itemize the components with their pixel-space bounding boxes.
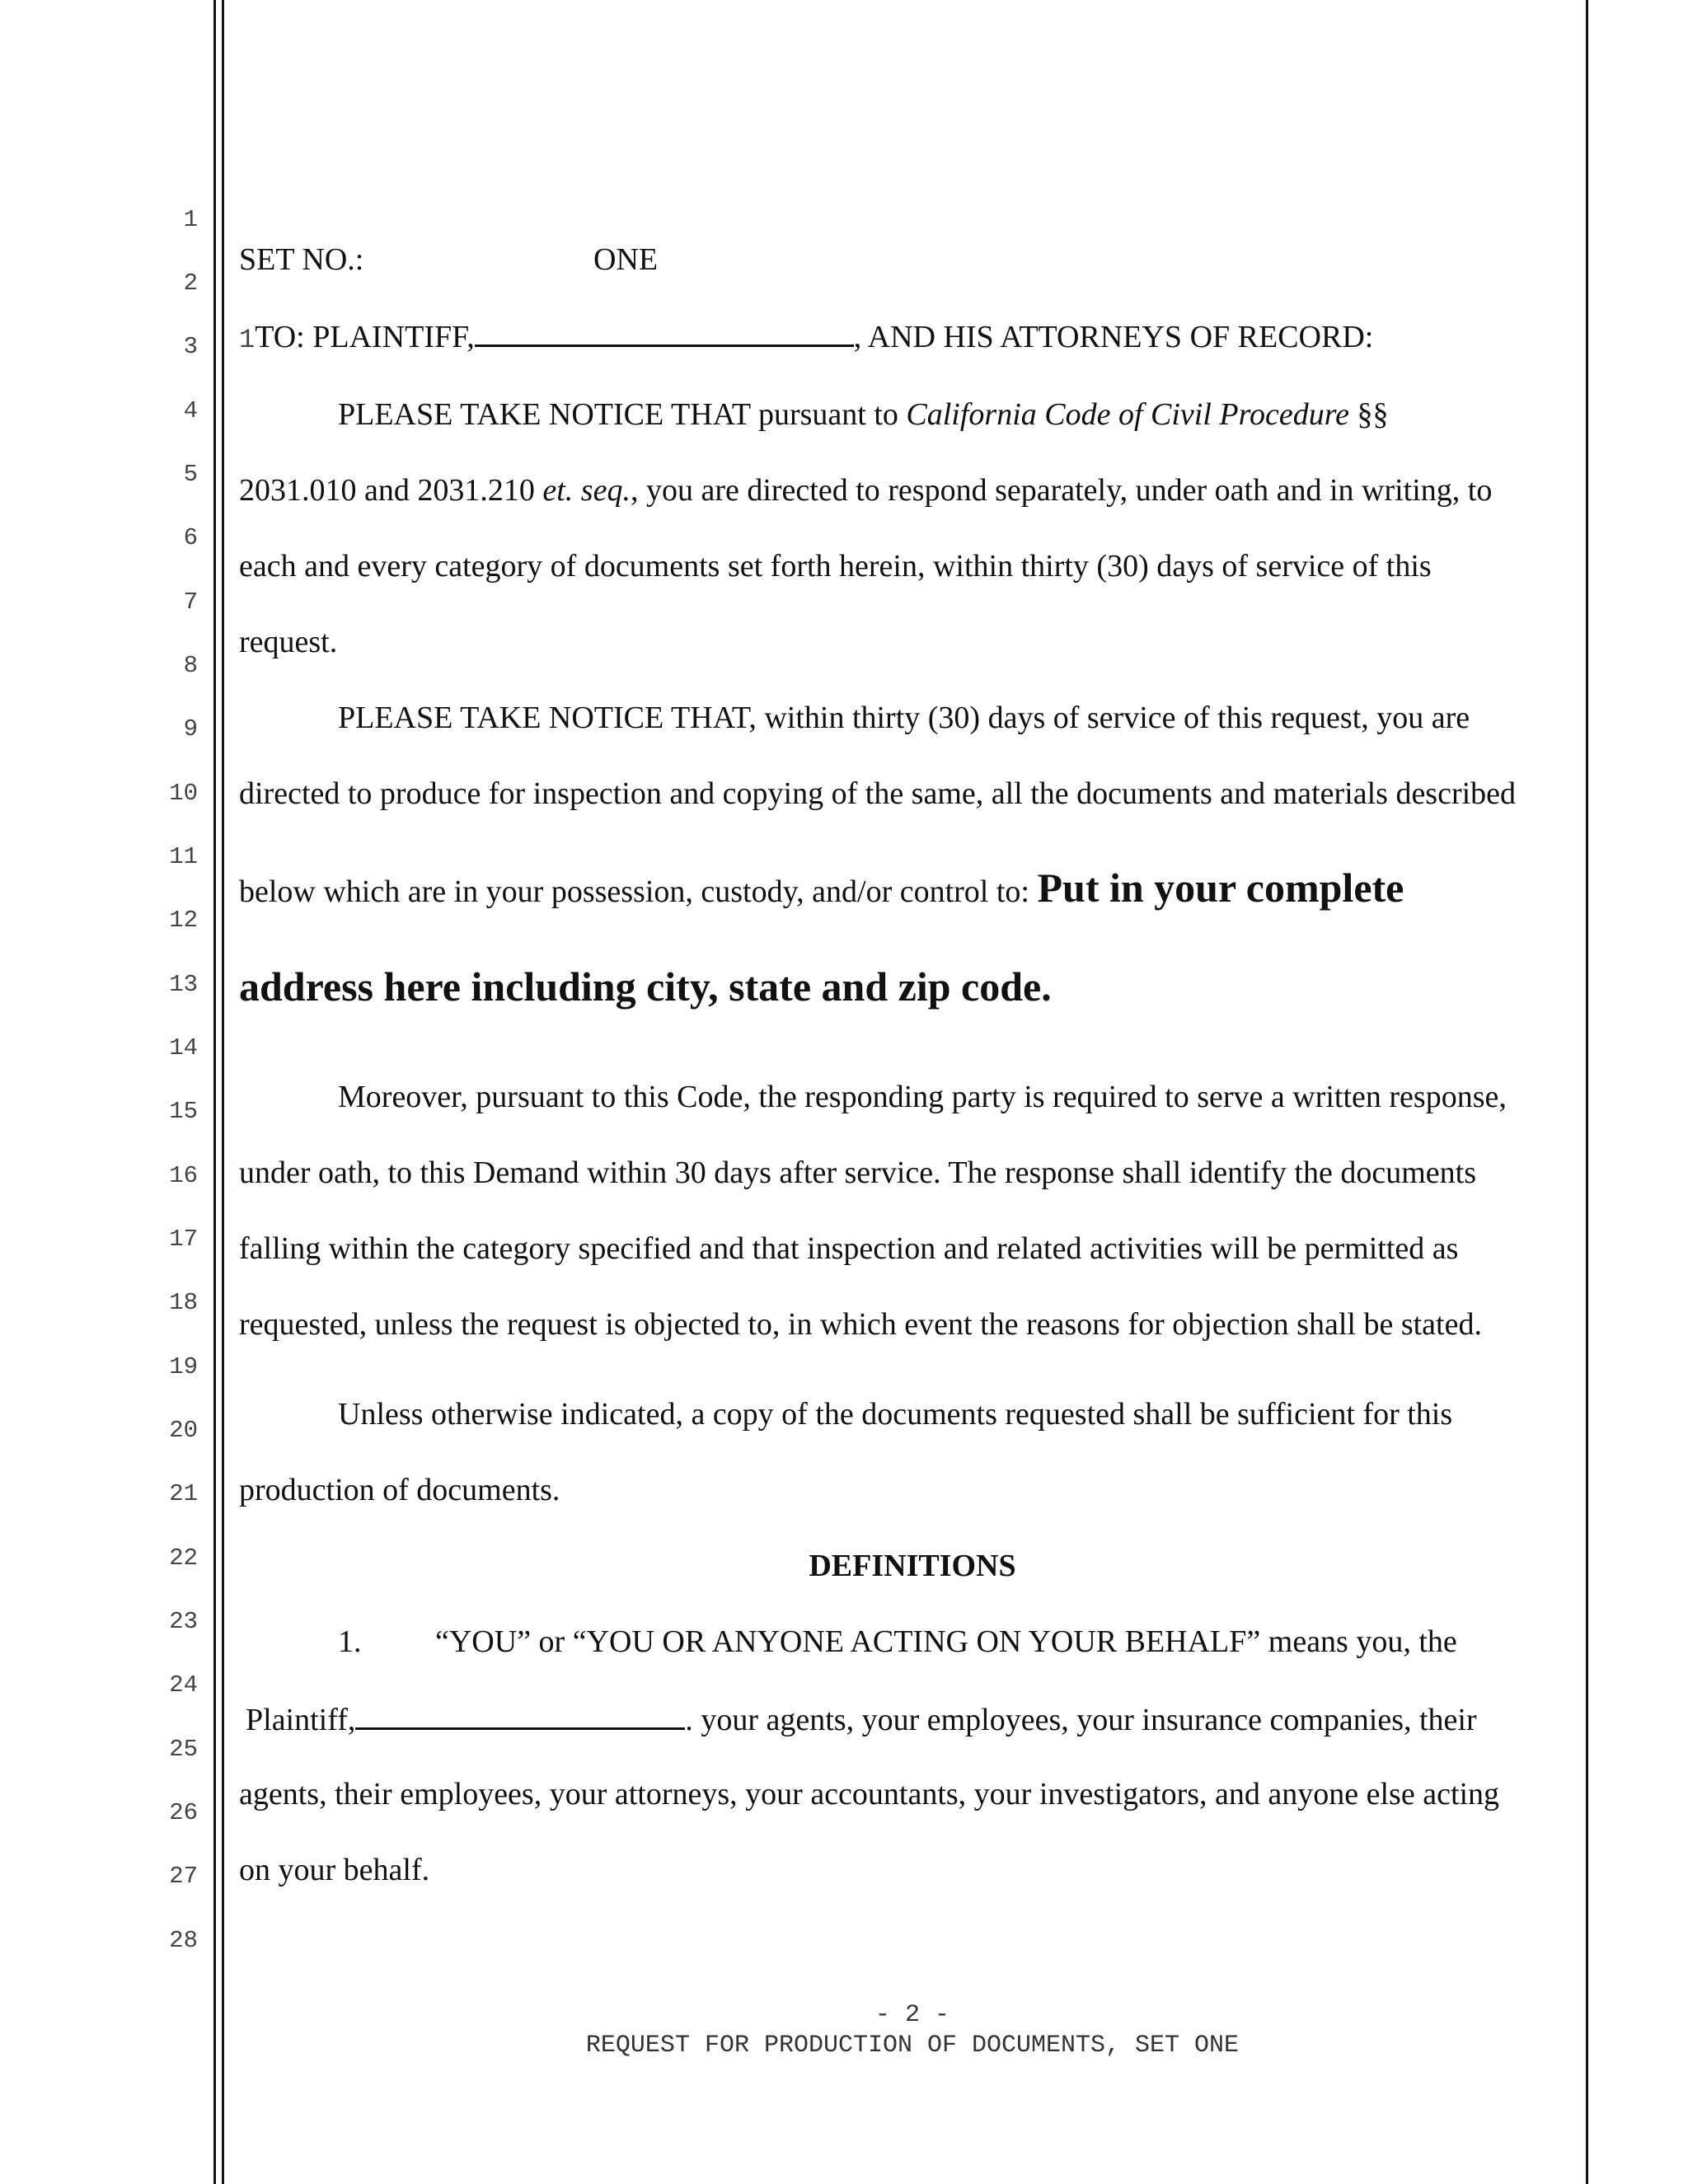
definition-item-1-line2: [246, 1703, 1477, 1736]
line-number: 11: [169, 843, 198, 870]
line-number: 19: [169, 1353, 198, 1380]
line-number: 9: [183, 715, 198, 743]
line-number: 21: [169, 1480, 198, 1507]
para4-line2: production of documents.: [239, 1473, 560, 1507]
document-footer-title: REQUEST FOR PRODUCTION OF DOCUMENTS, SET ONE: [585, 2032, 1240, 2060]
page-number: - 2 -: [874, 2001, 950, 2029]
para1-line3: each and every category of documents set forth herein, within thirty (30) days of service of this: [239, 549, 1432, 583]
para1-line2: [239, 475, 1492, 506]
line-number: 22: [169, 1544, 198, 1572]
line-number: 26: [169, 1799, 198, 1826]
line-number: 3: [183, 333, 198, 360]
para1-line2-end: , you are directed to respond separately, under oath and in writing, to: [630, 473, 1493, 508]
line-number: 25: [169, 1736, 198, 1763]
line-number: 23: [169, 1608, 198, 1635]
line-number: 20: [169, 1417, 198, 1444]
line-number: 10: [169, 780, 198, 807]
to-line-prefix: 1: [239, 325, 256, 355]
para2-line1: PLEASE TAKE NOTICE THAT, within thirty (30) days of service of this request, you are: [338, 701, 1470, 735]
plaintiff-label: Plaintiff,: [246, 1703, 356, 1737]
para2-line3: [239, 865, 1404, 911]
definition-item-1-line3: agents, their employees, your attorneys, your accountants, your investigators, and anyone else acting: [239, 1777, 1500, 1811]
line-number: 18: [169, 1289, 198, 1316]
para2-line3-text: below which are in your possession, custody, and/or control to:: [239, 874, 1038, 909]
et-seq: et. seq.: [542, 473, 631, 508]
to-line-label: TO: PLAINTIFF,: [255, 320, 475, 354]
line-number: 2: [183, 269, 198, 297]
para1-line4: request.: [239, 625, 338, 659]
line-number: 12: [169, 907, 198, 934]
definition-item-1-line1: [338, 1626, 1457, 1657]
line-number: 6: [183, 524, 198, 551]
left-margin-rule-outer: [213, 0, 216, 2184]
line-number: 4: [183, 397, 198, 424]
to-line-suffix: , AND HIS ATTORNEYS OF RECORD:: [853, 320, 1374, 354]
line-number: 8: [183, 652, 198, 679]
line-number: 27: [169, 1863, 198, 1890]
line-number: 28: [169, 1927, 198, 1954]
plaintiff-name-blank-2[interactable]: [355, 1703, 685, 1730]
line-number: 24: [169, 1671, 198, 1699]
para2-line2: directed to produce for inspection and copying of the same, all the documents and materials described: [239, 776, 1517, 811]
line-number: 15: [169, 1098, 198, 1125]
para4-line1: Unless otherwise indicated, a copy of the documents requested shall be sufficient for this: [338, 1397, 1453, 1432]
to-line: [239, 320, 1373, 354]
address-instruction-part2: address here including city, state and zip code.: [239, 963, 1052, 1010]
set-number-label: SET NO.:: [239, 242, 364, 277]
line-number: 1: [183, 206, 198, 233]
right-margin-rule: [1586, 0, 1588, 2184]
line-number: 13: [169, 971, 198, 998]
definition-item-1-line2-end: . your agents, your employees, your insurance companies, their: [685, 1703, 1477, 1737]
para1-line1-end: §§: [1348, 397, 1389, 432]
line-number: 16: [169, 1162, 198, 1189]
definition-item-number: 1.: [338, 1624, 362, 1659]
para1-line1-text: PLEASE TAKE NOTICE THAT pursuant to: [338, 397, 907, 432]
para3-line3: falling within the category specified and that inspection and related activities will be permitted as: [239, 1231, 1459, 1266]
definition-item-1-line4: on your behalf.: [239, 1853, 430, 1887]
set-number-value: ONE: [593, 242, 659, 277]
line-number: 17: [169, 1226, 198, 1253]
line-number: 14: [169, 1034, 198, 1062]
line-number: 7: [183, 588, 198, 616]
address-instruction-part1: Put in your complete: [1037, 865, 1404, 911]
line-number: 5: [183, 461, 198, 488]
code-citation: California Code of Civil Procedure: [906, 397, 1349, 432]
definition-item-1-text: “YOU” or “YOU OR ANYONE ACTING ON YOUR BEHALF” means you, the: [435, 1624, 1457, 1659]
para3-line2: under oath, to this Demand within 30 days after service. The response shall identify the documents: [239, 1155, 1476, 1190]
plaintiff-name-blank[interactable]: [475, 320, 854, 347]
para3-line1: Moreover, pursuant to this Code, the responding party is required to serve a written response,: [338, 1080, 1507, 1114]
left-margin-rule-inner: [222, 0, 224, 2184]
para3-line4: requested, unless the request is objected to, in which event the reasons for objection shall be stated.: [239, 1307, 1482, 1342]
para1-line1: [338, 399, 1388, 430]
definitions-heading: DEFINITIONS: [809, 1549, 1016, 1583]
para1-line2-text: 2031.010 and 2031.210: [239, 473, 543, 508]
